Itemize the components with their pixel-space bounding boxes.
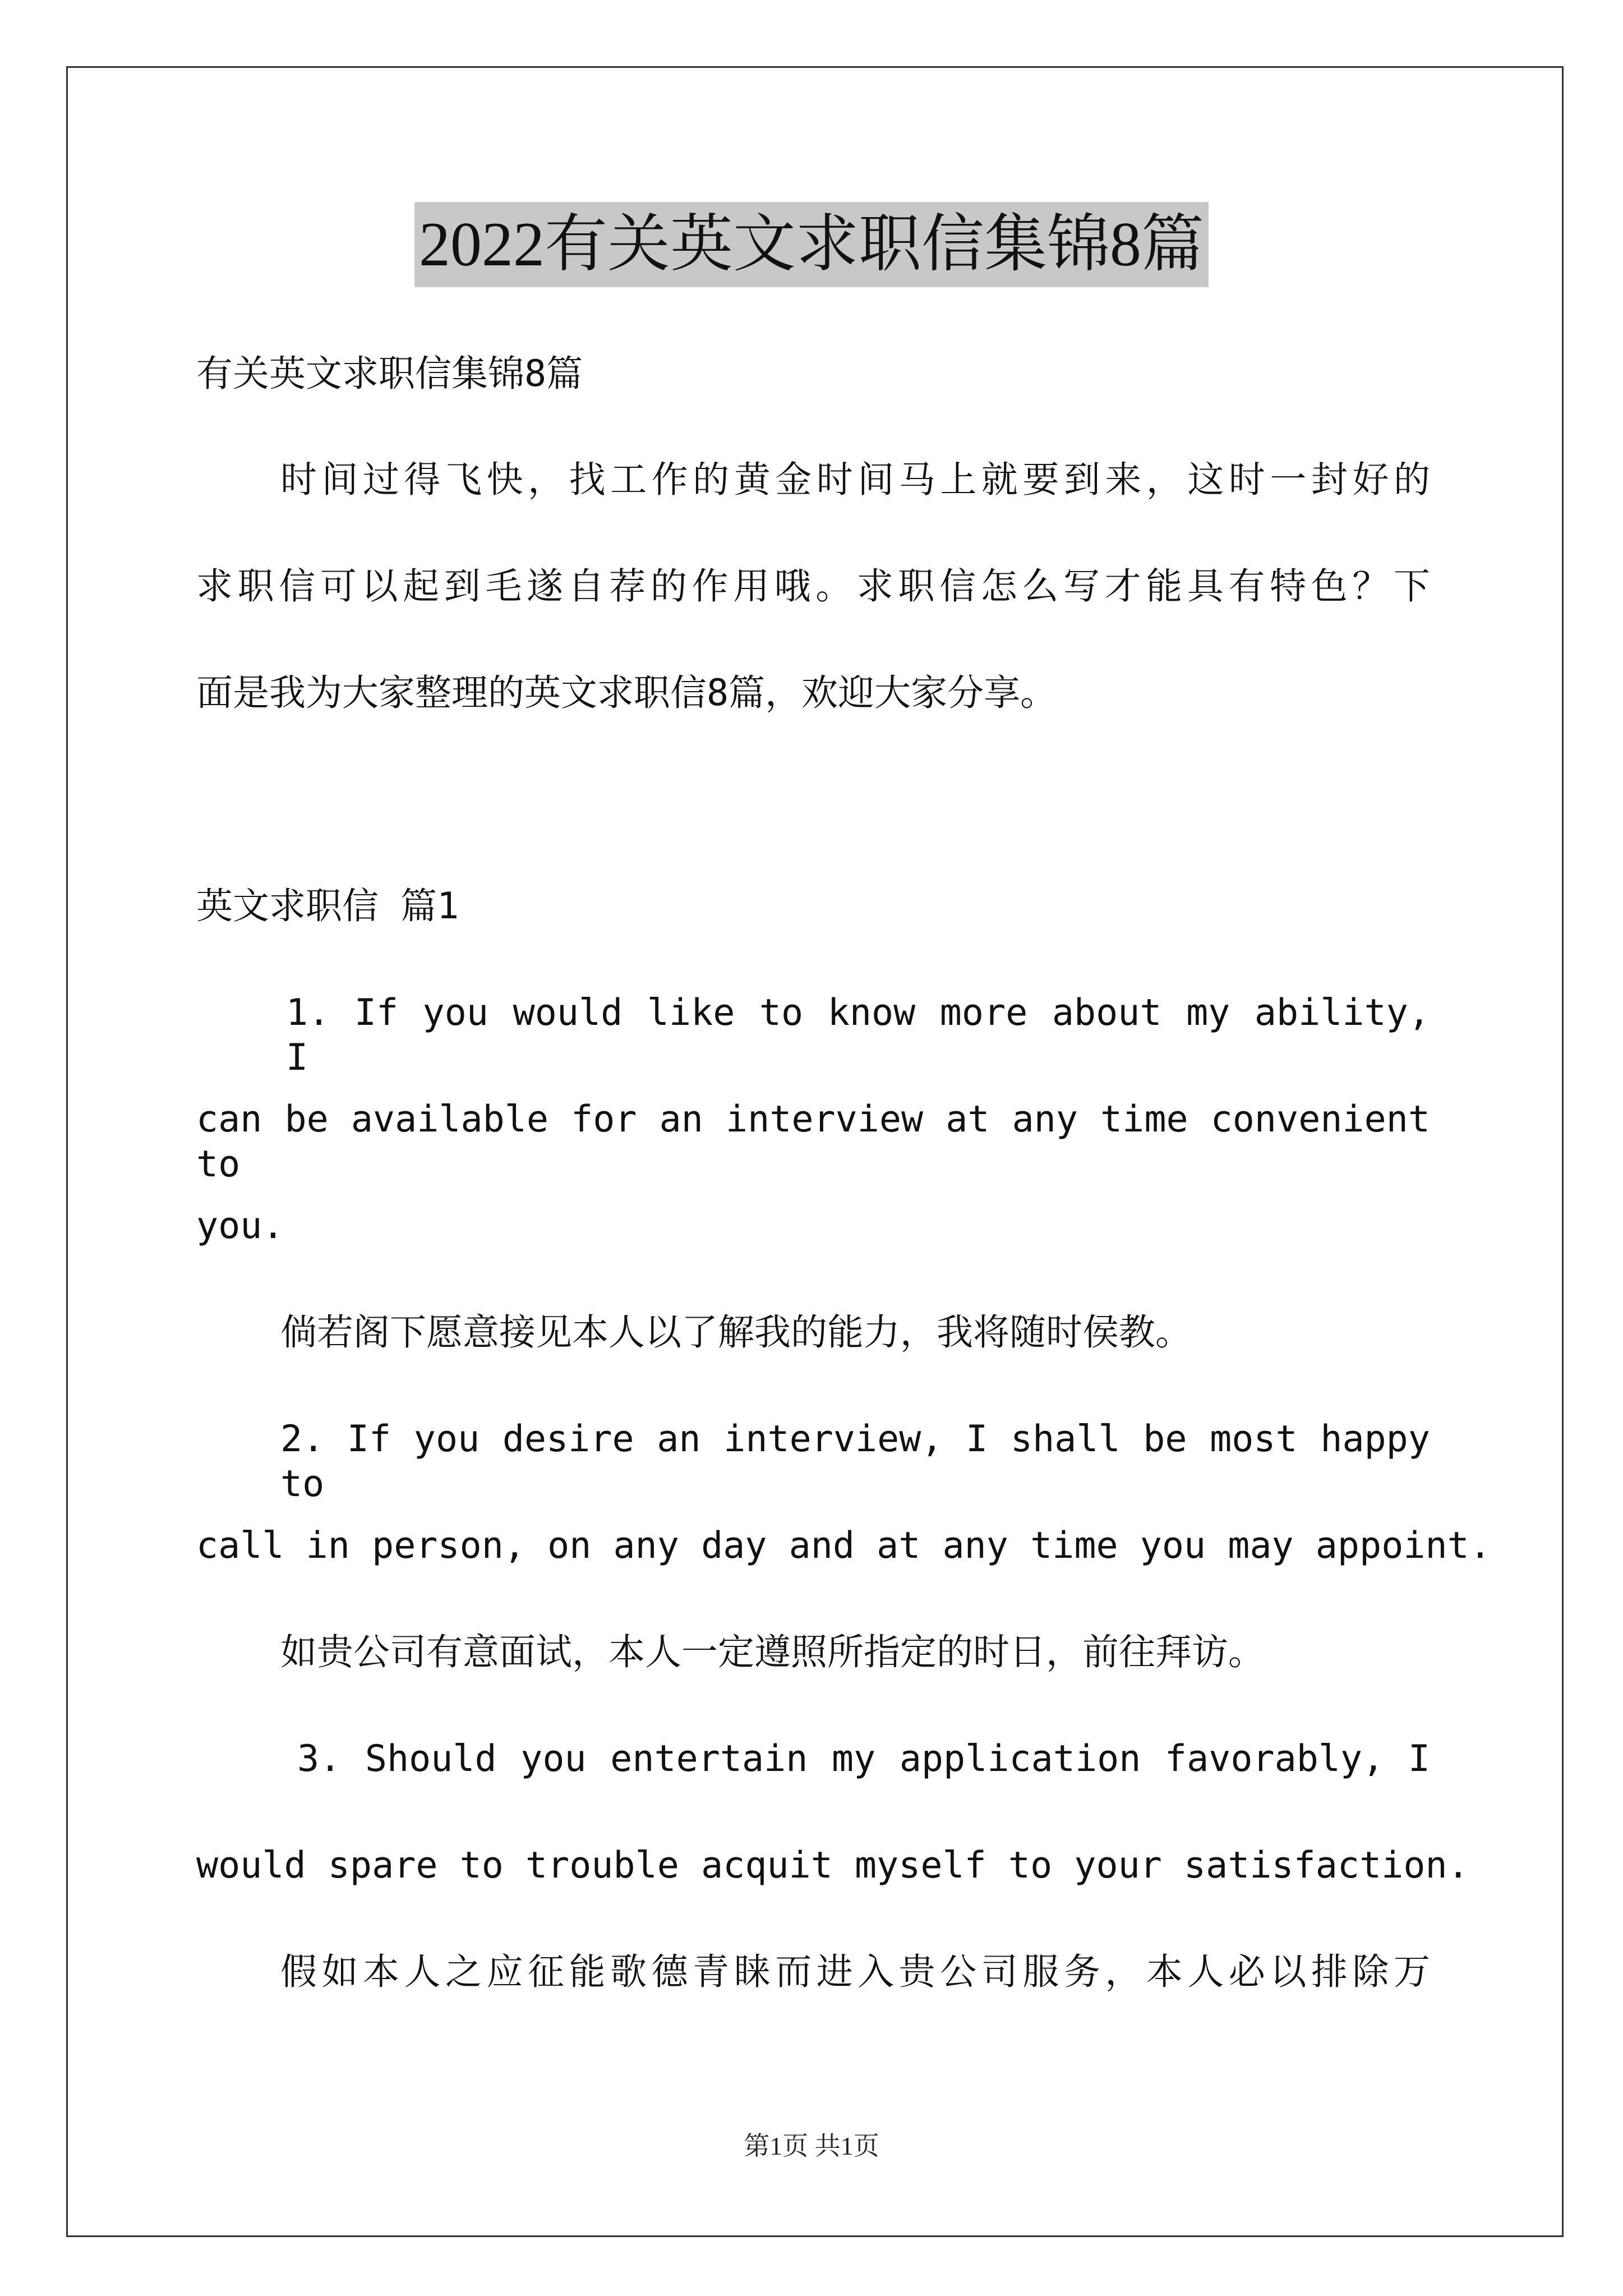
section-heading: 英文求职信 篇1 — [196, 885, 459, 927]
page-footer: 第1页 共1页 — [744, 2132, 879, 2160]
subtitle: 有关英文求职信集锦8篇 — [196, 353, 583, 395]
intro-line-1: 时间过得飞快，找工作的黄金时间马上就要到来，这时一封好的 — [280, 459, 1430, 501]
item1-en-line-3: you. — [196, 1205, 284, 1247]
item1-en-line-1: 1. If you would like to know more about my ability, I — [286, 992, 1430, 1079]
document-title: 2022有关英文求职信集锦8篇 — [414, 202, 1209, 287]
item2-en-line-2: call in person, on any day and at any time you may appoint. — [196, 1525, 1491, 1567]
item3-en-line-2: would spare to trouble acquit myself to your satisfaction. — [196, 1844, 1469, 1887]
title-container — [0, 202, 1623, 287]
intro-line-3: 面是我为大家整理的英文求职信8篇，欢迎大家分享。 — [196, 672, 1057, 714]
item3-en-line-1: 3. Should you entertain my application favorably, I — [297, 1738, 1430, 1780]
item1-zh: 倘若阁下愿意接见本人以了解我的能力，我将随时侯教。 — [280, 1312, 1192, 1354]
intro-line-2: 求职信可以起到毛遂自荐的作用哦。求职信怎么写才能具有特色？下 — [196, 565, 1430, 608]
item2-en-line-1: 2. If you desire an interview, I shall be most happy to — [280, 1418, 1430, 1505]
item1-en-line-2: can be available for an interview at any time convenient to — [196, 1098, 1430, 1185]
item2-zh: 如贵公司有意面试，本人一定遵照所指定的时日，前往拜访。 — [280, 1631, 1265, 1673]
item3-zh: 假如本人之应征能歌德青睐而进入贵公司服务，本人必以排除万 — [280, 1951, 1430, 1993]
